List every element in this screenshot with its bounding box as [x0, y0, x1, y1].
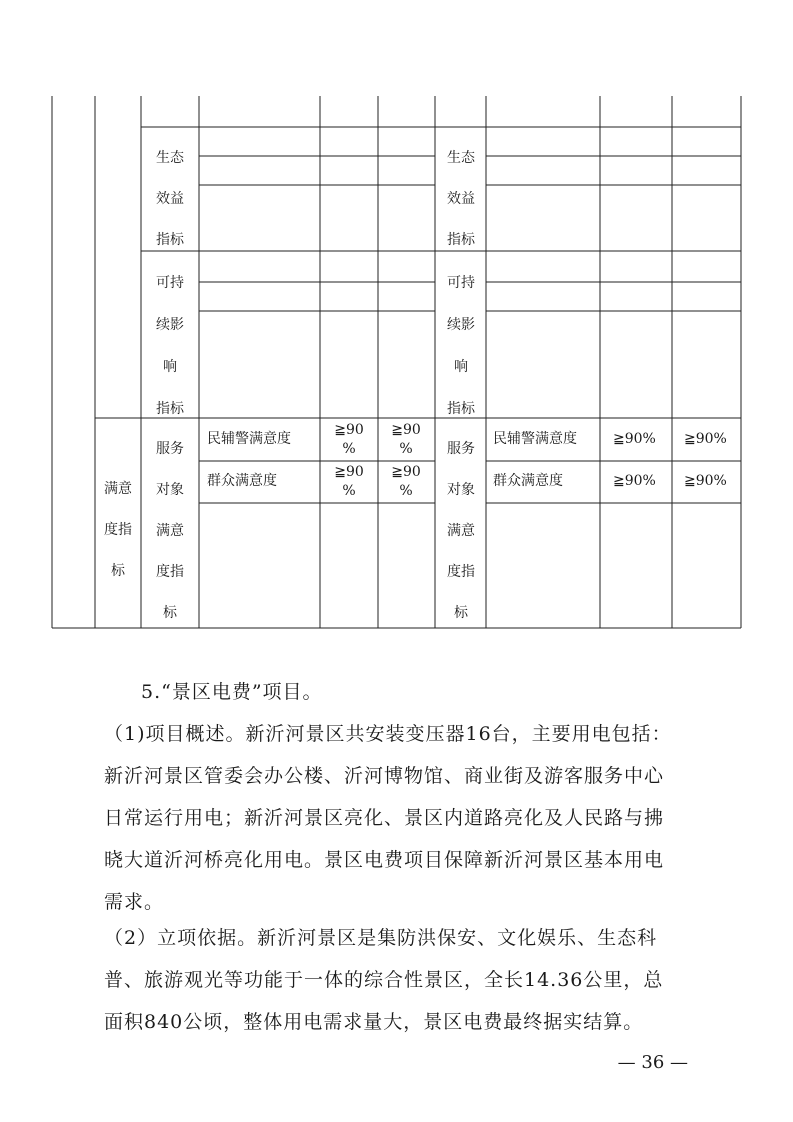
- row-left-1-name: 民辅警满意度: [207, 431, 291, 447]
- row-right-1-target: ≧90%: [613, 431, 656, 447]
- paragraph-line-2: 新沂河景区管委会办公楼、沂河博物馆、商业街及游客服务中心: [104, 765, 665, 787]
- row-right-1-actual: ≧90%: [684, 431, 727, 447]
- paragraph-line-6: （2）立项依据。新沂河景区是集防洪保安、文化娱乐、生态科: [104, 927, 658, 949]
- service-satisfaction-label-left: 服务 对象 满意 度指 标: [156, 441, 184, 621]
- satisfaction-category-label: 满意 度指 标: [104, 481, 132, 579]
- paragraph-line-3: 日常运行用电；新沂河景区亮化、景区内道路亮化及人民路与拂: [104, 807, 665, 829]
- paragraph-line-4: 晓大道沂河桥亮化用电。景区电费项目保障新沂河景区基本用电: [104, 849, 665, 871]
- service-satisfaction-label-right: 服务 对象 满意 度指 标: [447, 441, 475, 621]
- section-heading: 5.“景区电费”项目。: [141, 681, 323, 703]
- page-number: — 36 —: [617, 1052, 688, 1073]
- row-left-1-target: ≧90 %: [334, 422, 364, 457]
- row-left-1-actual: ≧90 %: [391, 422, 421, 457]
- paragraph-line-8: 面积840公顷，整体用电需求量大，景区电费最终据实结算。: [104, 1011, 644, 1033]
- sustain-impact-label-right: 可持 续影 响 指标: [447, 275, 475, 417]
- row-left-2-name: 群众满意度: [207, 473, 277, 489]
- paragraph-line-5: 需求。: [104, 891, 165, 913]
- row-right-1-name: 民辅警满意度: [493, 431, 577, 447]
- row-right-2-actual: ≧90%: [684, 473, 727, 489]
- row-left-2-actual: ≧90 %: [391, 464, 421, 499]
- paragraph-line-7: 普、旅游观光等功能于一体的综合性景区，全长14.36公里，总: [104, 969, 664, 991]
- row-right-2-name: 群众满意度: [493, 473, 563, 489]
- row-right-2-target: ≧90%: [613, 473, 656, 489]
- eco-benefit-label-right: 生态 效益 指标: [447, 150, 475, 248]
- paragraph-line-1: （1)项目概述。新沂河景区共安装变压器16台，主要用电包括：: [104, 723, 672, 745]
- sustain-impact-label-left: 可持 续影 响 指标: [156, 275, 184, 417]
- row-left-2-target: ≧90 %: [334, 464, 364, 499]
- eco-benefit-label-left: 生态 效益 指标: [156, 150, 184, 248]
